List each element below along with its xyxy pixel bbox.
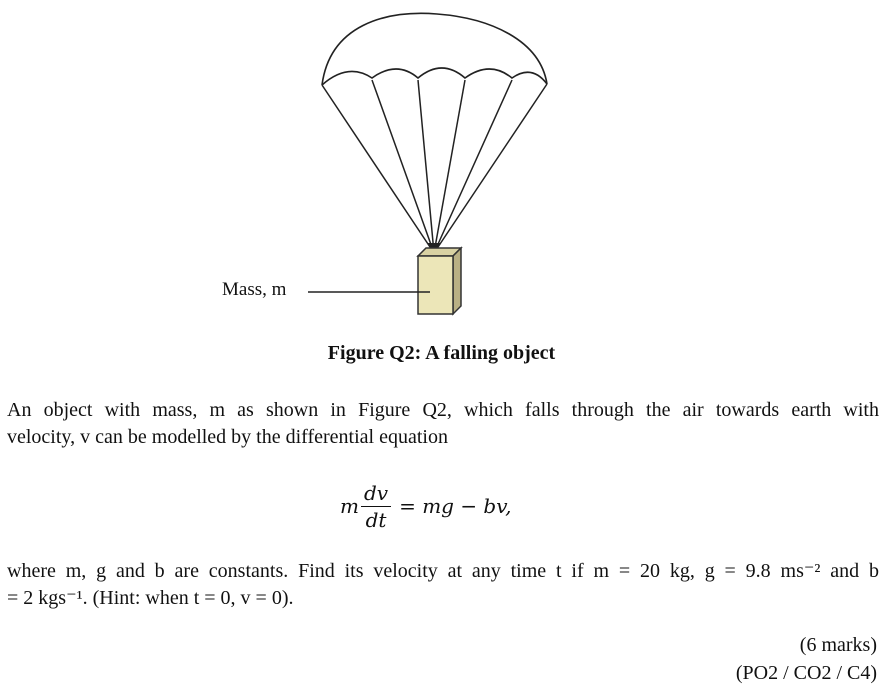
parachute-canopy — [322, 13, 547, 85]
falling-object-figure — [0, 0, 883, 340]
equation-numerator: dv — [361, 482, 391, 507]
equation-denominator: dt — [365, 507, 387, 532]
paragraph-2-line-1: where m, g and b are constants. Find its velocity at any time t if m = 20 kg, g = 9.8 ms⁻² and b — [7, 560, 879, 582]
equation-rhs: = mg − bv, — [399, 494, 512, 518]
parachute-lines — [322, 80, 547, 253]
figure-caption: Figure Q2: A falling object — [327, 342, 556, 364]
problem-paragraph-2 — [7, 558, 879, 612]
mass-box — [418, 248, 461, 314]
paragraph-2-line-2: = 2 kgs⁻¹. (Hint: when t = 0, v = 0). — [7, 587, 294, 609]
differential-equation — [340, 478, 512, 534]
paragraph-1-line-2: velocity, v can be modelled by the differential equation — [7, 426, 448, 448]
parachute-canopy-edge — [322, 68, 547, 85]
outcomes-label: (PO2 / CO2 / C4) — [735, 662, 877, 684]
marks-label: (6 marks) — [799, 634, 877, 656]
equation-mass-coefficient: m — [340, 494, 359, 518]
paragraph-1-line-1: An object with mass, m as shown in Figure Q2, which falls through the air towards earth with — [7, 399, 879, 421]
mass-label: Mass, m — [222, 279, 287, 300]
problem-paragraph-1 — [7, 397, 879, 451]
equation-fraction — [361, 482, 391, 531]
